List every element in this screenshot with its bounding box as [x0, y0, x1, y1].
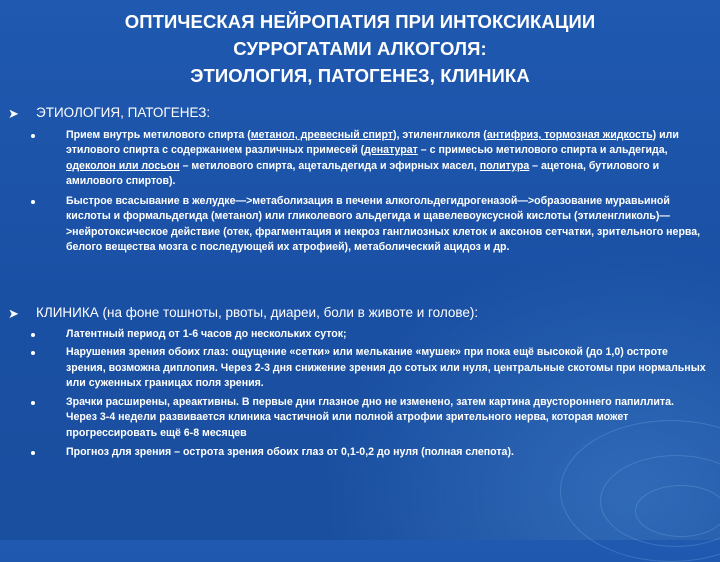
- list-item: Быстрое всасывание в желудке—>метаболизация в печени алкогольдегидрогеназой—>образование муравьиной кислоты и формальдегида (метанол) или гликолевого альдегида и щавелевоуксусной кислоты (этиленгликоль)—>нейротоксическое действие (отек, фрагментация и некроз ганглиозных клеток и аксонов сетчатки, зрительного нерва, белого вещества мозга с последующей их атрофией), метаболический ацидоз и др.: [66, 194, 706, 255]
- section-etiology: [0, 104, 720, 255]
- bullet-dot-icon: [31, 333, 35, 337]
- bullet-list: [0, 327, 720, 460]
- title-line-1: ОПТИЧЕСКАЯ НЕЙРОПАТИЯ ПРИ ИНТОКСИКАЦИИ: [124, 11, 596, 32]
- section-heading: [0, 304, 720, 326]
- bullet-list: [0, 128, 720, 255]
- section-title: ЭТИОЛОГИЯ, ПАТОГЕНЕЗ:: [36, 105, 211, 120]
- list-item: Прием внутрь метилового спирта (метанол, древесный спирт), этиленгликоля (антифриз, тормозная жидкость) или этилового спирта с содержанием различных примесей (денатурат – с примесью метилового спирта и альдегида, одеколон или лосьон – метилового спирта, ацетальдегида и эфирных масел, политура – ацетона, бутилового и амилового спиртов).: [66, 128, 706, 189]
- arrow-bullet-icon: ➤: [8, 306, 19, 321]
- slide-title: [0, 8, 720, 89]
- underlined-term: денатурат: [364, 144, 418, 157]
- section-heading: [0, 104, 720, 126]
- bullet-dot-icon: [31, 451, 35, 455]
- underlined-term: политура: [479, 159, 530, 172]
- bullet-dot-icon: [31, 134, 35, 138]
- title-line-2: СУРРОГАТАМИ АЛКОГОЛЯ:: [233, 38, 487, 59]
- underlined-term: метанол, древесный спирт: [250, 129, 393, 141]
- list-item: Зрачки расширены, ареактивны. В первые дни глазное дно не изменено, затем картина двустороннего папиллита. Через 3-4 недели развивается клиника частичной или полной атрофии зрительного нерва, которая может прогрессировать ещё 6-8 месяцев: [66, 395, 706, 441]
- underlined-term: антифриз, тормозная жидкость: [486, 129, 653, 141]
- decorative-ripple: [635, 485, 720, 537]
- bullet-dot-icon: [31, 200, 35, 204]
- list-item: Прогноз для зрения – острота зрения обоих глаз от 0,1-0,2 до нуля (полная слепота).: [66, 445, 706, 460]
- section-clinic: [0, 304, 720, 460]
- title-line-3: ЭТИОЛОГИЯ, ПАТОГЕНЕЗ, КЛИНИКА: [190, 65, 530, 86]
- bullet-dot-icon: [31, 351, 35, 355]
- list-item: Нарушения зрения обоих глаз: ощущение «сетки» или мелькание «мушек» при пока ещё высокой (до 1,0) остроте зрения, возможна диплопия. Через 2-3 дня снижение зрения до сотых или нуля, центральные скотомы при нормальных или суженных границах поля зрения.: [66, 345, 706, 391]
- section-title: КЛИНИКА (на фоне тошноты, рвоты, диареи, боли в животе и голове):: [36, 305, 479, 320]
- underlined-term: одеколон или лосьон: [66, 159, 180, 172]
- list-item: Латентный период от 1-6 часов до нескольких суток;: [66, 327, 706, 342]
- bullet-dot-icon: [31, 401, 35, 405]
- arrow-bullet-icon: ➤: [8, 106, 19, 121]
